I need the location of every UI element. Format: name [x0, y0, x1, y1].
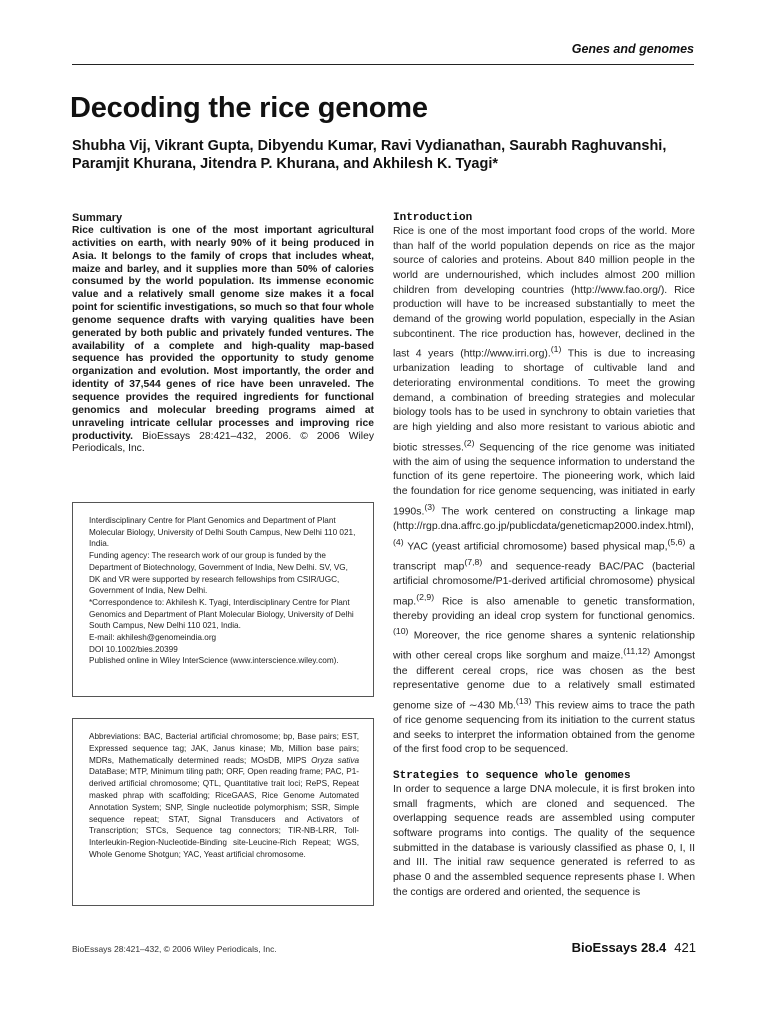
footer-citation: BioEssays 28:421–432, © 2006 Wiley Periodicals, Inc.: [72, 944, 277, 954]
page-number: 421: [674, 940, 696, 955]
intro-s5: YAC (yeast artificial chromosome) based physical map,: [403, 541, 668, 553]
reference-marker[interactable]: (2): [463, 437, 475, 448]
abbreviations-italic: Oryza sativa: [311, 755, 360, 765]
article-title: Decoding the rice genome: [70, 92, 428, 124]
intro-s11: This review aims to trace the path of rice genome sequencing from its initiation to the current status and seeks to interpret the information obtained from the genome of the first food crop to be sequenced.: [393, 700, 695, 756]
author-info-box: [72, 502, 374, 697]
summary-text: [72, 225, 374, 456]
introduction-text: [393, 225, 695, 758]
right-column: [393, 212, 695, 900]
reference-marker[interactable]: (2,9): [416, 591, 435, 602]
reference-marker[interactable]: (7,8): [464, 556, 483, 567]
reference-marker[interactable]: (3): [424, 501, 435, 512]
intro-s8: Rice is also amenable to genetic transformation, thereby providing an ideal crop system for functional genomics.: [393, 596, 695, 622]
reference-marker[interactable]: (4): [393, 536, 404, 547]
doi: DOI 10.1002/bies.20399: [89, 644, 178, 654]
email-link[interactable]: E-mail: akhilesh@genomeindia.org: [89, 633, 217, 643]
reference-marker[interactable]: (10): [393, 626, 409, 637]
correspondence-note: *Correspondence to: Akhilesh K. Tyagi, Interdisciplinary Centre for Plant Genomics and Department of Plant Molecular Biology, University of Delhi South Campus, New Delhi 110 021, India.: [89, 597, 354, 631]
funding-note: Funding agency: The research work of our group is funded by the Department of Biotechnology, Government of India, New Delhi. SV, VG, DK and VR were supported by research fellowships from CSIR/UGC, Government of India, New Delhi.: [89, 551, 348, 596]
intro-s7: and sequence-ready BAC/PAC (bacterial artificial chromosome/P1-derived artificial chromosome) physical map.: [393, 561, 695, 607]
intro-s2: This is due to increasing urbanization leading to shortage of cultivable land and deteriorating environmental conditions. To meet the growing demand, a combination of breeding strategies and molecular biology tools has to be used in synchrony to obtain varieties that are high yielding and also more resistant to various abiotic and biotic stresses.: [393, 348, 696, 454]
published-online: Published online in Wiley InterScience (www.interscience.wiley.com).: [89, 656, 339, 666]
abbreviations-part2: DataBase; MTP, Minimum tiling path; ORF, Open reading frame; PAC, P1-derived artificial chromosome; QTL, Quantitative trait loci; RePS, Repeat masked phrap with scaffolding; RiceGAAS, Rice Genome Automated Annotation System; SNP, Single nucleotide polymorphism; SSR, Simple sequence repeat; STAT, Signal Transducers and Activators of Transcription; STCs, Sequence tag connectors; TIR-NB-LRR, Toll-Interleukin-Region-Nucleotide-Binding site-Leucine-Rich Repeat; WGS, Whole Genome Shotgun; YAC, Yeast artificial chromosome.: [89, 767, 359, 859]
introduction-heading: Introduction: [393, 212, 473, 224]
author-list: Shubha Vij, Vikrant Gupta, Dibyendu Kumar, Ravi Vydianathan, Saurabh Raghuvanshi, Paramjit Khurana, Jitendra P. Khurana, and Akhilesh K. Tyagi*: [72, 138, 667, 172]
intro-s10: Amongst the different cereal crops, rice was chosen as the best representative genome due to a relatively small estimated genome size of ∼430 Mb.: [393, 650, 696, 712]
intro-s4: The work centered on constructing a linkage map (http://rgp.dna.affrc.go.jp/publicdata/geneticmap2000.index.html),: [393, 506, 695, 532]
affiliation: Interdisciplinary Centre for Plant Genomics and Department of Plant Molecular Biology, University of Delhi South Campus, New Delhi 110 021, India.: [89, 516, 356, 549]
left-column: [72, 212, 374, 456]
intro-s3: Sequencing of the rice genome was initiated with the aim of using the sequence information to understand the function of its gene repertoire. The pioneering work, which laid the foundation for rice genome sequencing, was initiated in early 1990s.: [393, 442, 695, 518]
section-label: Genes and genomes: [571, 42, 694, 56]
footer-journal-info: [572, 940, 696, 955]
strategies-heading: Strategies to sequence whole genomes: [393, 770, 631, 783]
intro-s6: a transcript map: [393, 541, 695, 573]
footer-journal: BioEssays 28.4: [571, 940, 667, 955]
reference-marker[interactable]: (5,6): [667, 536, 686, 547]
summary-citation: BioEssays 28:421–432, 2006. © 2006 Wiley Periodicals, Inc.: [72, 430, 374, 455]
summary-body: Rice cultivation is one of the most important agricultural activities on earth, with nearly 90% of it being produced in Asia. It belongs to the family of crops that includes wheat, maize and barley, and it supplies more than 50% of calories consumed by the world population. Its immense economic value and a relatively small genome size makes it a focal point for scientific investigations, so much so that four whole genome sequence drafts with varying qualities have been generated by both public and privately funded ventures. The availability of a complete and high-quality map-based sequence has provided the opportunity to study genome organization and evolution. Most importantly, the order and identity of 37,544 genes of rice have been unraveled. The sequence provides the required ingredients for functional genomics and molecular breeding programs aimed at unraveling intricate cellular processes and improving rice productivity.: [72, 225, 374, 442]
abbreviations-part1: Abbreviations: BAC, Bacterial artificial chromosome; bp, Base pairs; EST, Expressed sequence tag; JAK, Janus kinase; Mb, Million base pairs; MDRs, Mathematically determined reads; MOsDB, MIPS: [89, 732, 359, 765]
reference-marker[interactable]: (1): [550, 344, 562, 355]
reference-marker[interactable]: (11,12): [623, 646, 651, 657]
summary-heading: Summary: [72, 212, 123, 224]
abbreviations-text: [89, 731, 359, 861]
intro-s9: Moreover, the rice genome shares a syntenic relationship with other cereal crops like sorghum and maize.: [393, 630, 695, 662]
strategies-text: In order to sequence a large DNA molecule, it is first broken into small fragments, which are cloned and sequenced. The overlapping sequence reads are assembled using computer software programs into contigs. The quality of the sequence submitted in the database is variously classified as phase 0, I, II and III. The initial raw sequence generated is referred to as phase 0 and the assembled sequence represents phase I. When the contigs are ordered and oriented, the sequence is: [393, 784, 695, 898]
header-divider: [72, 64, 694, 65]
abbreviations-box: [72, 718, 374, 906]
intro-s1: Rice is one of the most important food crops of the world. More than half of the world population depends on rice as the major source of calories and proteins. About 840 million people in the world are undernourished, which includes almost 200 million children from developing countries (http://www.fao.org/). Rice production will have to be increased substantially to meet the demand of the growing world population, especially in the Asian subcontinent. The rice production has, however, declined in the last 4 years (http://www.irri.org).: [393, 226, 695, 360]
reference-marker[interactable]: (13): [515, 695, 532, 706]
